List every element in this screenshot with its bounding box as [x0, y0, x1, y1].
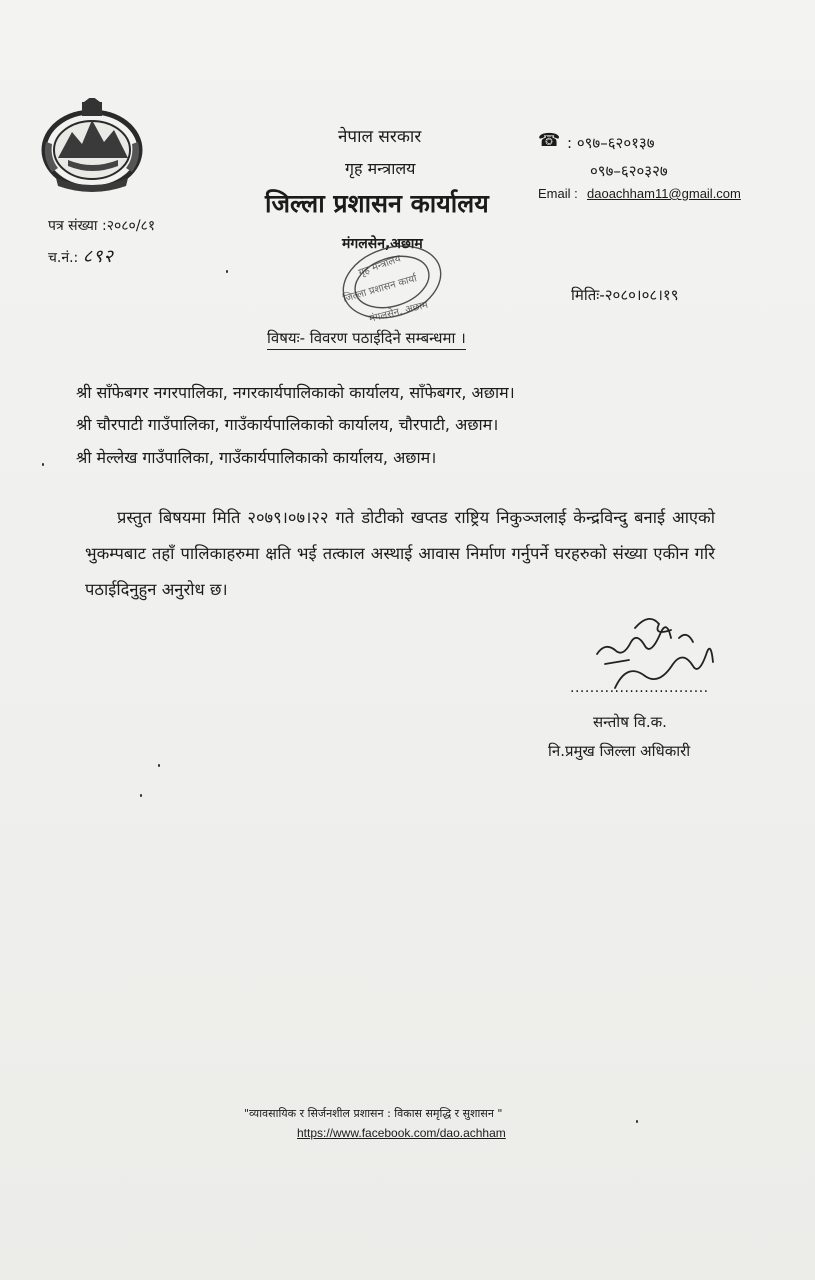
office-stamp — [330, 240, 450, 330]
email-label: Email : — [538, 186, 578, 201]
svg-text:गृह मन्त्रालय: गृह मन्त्रालय — [357, 253, 403, 279]
telephone-icon: ☎ — [538, 130, 561, 151]
svg-text:मंगलसेन, अछाम: मंगलसेन, अछाम — [368, 299, 430, 325]
email-address[interactable]: daoachham11@gmail.com — [587, 186, 741, 201]
scan-speck — [636, 1120, 638, 1123]
dispatch-number: ८९२ — [82, 246, 114, 267]
recipient-line: श्री चौरपाटी गाउँपालिका, गाउँकार्यपालिकाको कार्यालय, चौरपाटी, अछाम। — [76, 415, 499, 434]
dispatch-label: च.नं.: — [48, 250, 79, 266]
office-location: मंगलसेन,अछाम — [342, 236, 423, 252]
scan-speck — [42, 463, 44, 466]
svg-text:जिल्ला प्रशासन कार्या: जिल्ला प्रशासन कार्या — [341, 273, 419, 305]
letter-number: पत्र संख्या :२०८०/८१ — [48, 218, 156, 234]
scan-speck — [226, 270, 228, 273]
letter-body: प्रस्तुत बिषयमा मिति २०७९।०७।२२ गते डोटीको खप्तड राष्ट्रिय निकुञ्जलाई केन्द्रविन्दु बनाई आएको भुकम्पबाट तहाँ पालिकाहरुमा क्षति भई तत्काल अस्थाई आवास निर्माण गर्नुपर्ने घरहरुको संख्या एकीन गरि पठाईदिनुहुन अनुरोध छ। — [85, 508, 715, 599]
phone-number-1: : ०९७–६२०१३७ — [567, 134, 655, 152]
phone-number-2: ०९७–६२०३२७ — [590, 162, 668, 180]
letter-subject: विषयः- विवरण पठाईदिने सम्बन्धमा । — [267, 328, 466, 350]
scan-speck — [158, 764, 160, 767]
signer-name: सन्तोष वि.क. — [593, 713, 667, 731]
signer-title: नि.प्रमुख जिल्ला अधिकारी — [548, 742, 691, 760]
nepal-emblem-icon — [38, 98, 146, 194]
recipient-line: श्री मेल्लेख गाउँपालिका, गाउँकार्यपालिकाको कार्यालय, अछाम। — [76, 448, 437, 467]
scan-speck — [140, 794, 142, 797]
dispatch-number-line — [48, 244, 114, 268]
office-title: जिल्ला प्रशासन कार्यालय — [265, 189, 489, 218]
facebook-link[interactable]: https://www.facebook.com/dao.achham — [297, 1126, 506, 1140]
letter-date: मितिः-२०८०।०८।१९ — [571, 286, 679, 304]
government-heading: नेपाल सरकार — [338, 127, 422, 147]
ministry-heading: गृह मन्त्रालय — [345, 159, 416, 178]
recipient-line: श्री साँफेबगर नगरपालिका, नगरकार्यपालिकाको कार्यालय, साँफेबगर, अछाम। — [76, 383, 515, 402]
signature-line: ............................ — [570, 680, 709, 696]
footer-motto: "व्यावसायिक र सिर्जनशील प्रशासन : विकास समृद्धि र सुशासन " — [244, 1107, 503, 1120]
